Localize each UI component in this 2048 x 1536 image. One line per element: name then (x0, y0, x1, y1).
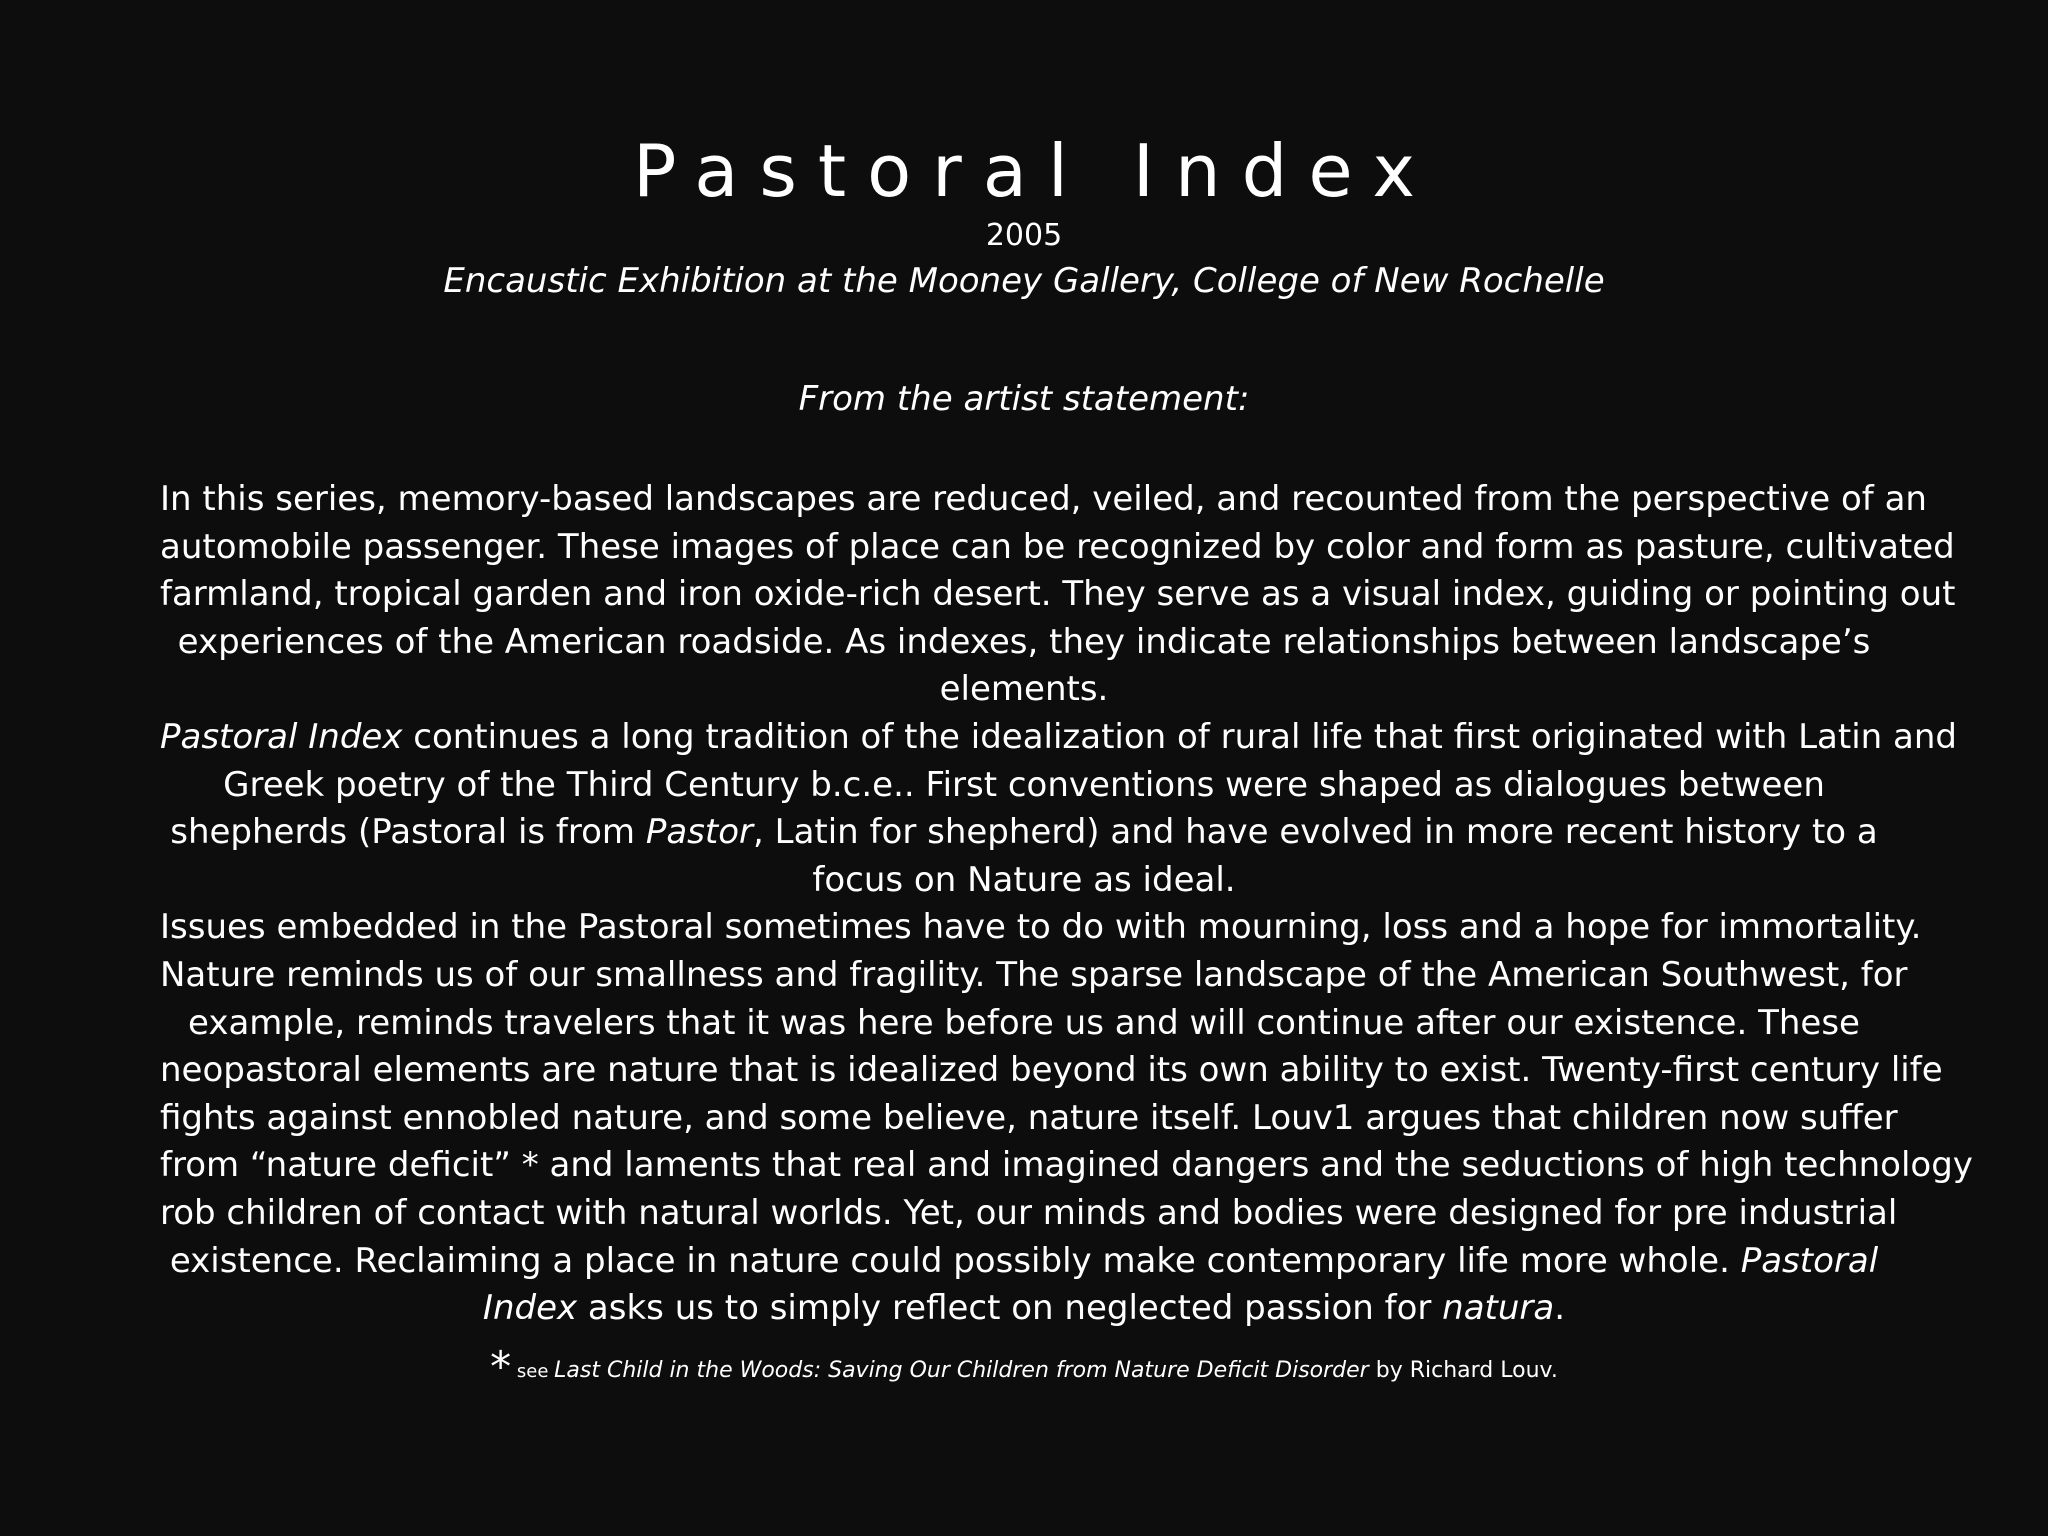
statement-line: experiences of the American roadside. As indexes, they indicate relationships between landscape’s (177, 621, 1871, 662)
statement-line: automobile passenger. These images of place can be recognized by color and form as pasture, cultivated (160, 526, 1955, 567)
page-title: Pastoral Index (633, 129, 1436, 213)
statement-line (160, 1285, 1888, 1333)
statement-line (160, 809, 1888, 857)
statement-line: fights against ennobled nature, and some believe, nature itself. Louv1 argues that children now suffer (160, 1097, 1898, 1138)
footnote-see: see (511, 1361, 555, 1382)
statement-line: focus on Nature as ideal. (812, 859, 1236, 900)
statement-text: continues a long tradition of the idealization of rural life that first originated with Latin and (402, 716, 1957, 757)
italic-term: natura (1442, 1288, 1555, 1329)
statement-text: asks us to simply reflect on neglected passion for (577, 1288, 1443, 1329)
statement-line: rob children of contact with natural worlds. Yet, our minds and bodies were designed for pre industrial (160, 1192, 1898, 1233)
statement-line: example, reminds travelers that it was here before us and will continue after our existence. These (188, 1002, 1860, 1043)
statement-line: Nature reminds us of our smallness and fragility. The sparse landscape of the American Southwest, for (160, 954, 1908, 995)
statement-line: Greek poetry of the Third Century b.c.e.. First conventions were shaped as dialogues between (223, 764, 1825, 805)
statement-line: In this series, memory-based landscapes are reduced, veiled, and recounted from the perspective of an (160, 479, 1927, 519)
italic-term: Pastor (645, 812, 754, 853)
statement-text: existence. Reclaiming a place in nature could possibly make contemporary life more whole. (169, 1240, 1741, 1281)
italic-work-title: Pastoral (1740, 1240, 1879, 1281)
statement-line: from “nature deficit” * and laments that real and imagined dangers and the seductions of high technology (160, 1145, 1973, 1186)
statement-line: farmland, tropical garden and iron oxide-rich desert. They serve as a visual index, guiding or pointing out (160, 574, 1956, 615)
statement-intro: From the artist statement: (798, 379, 1250, 419)
statement-line (160, 714, 1957, 762)
statement-line: elements. (939, 669, 1109, 710)
statement-line: Issues embedded in the Pastoral sometimes have to do with mourning, loss and a hope for immortality. (160, 907, 1922, 948)
footnote-asterisk: * (490, 1342, 512, 1391)
footnote-book-title: Last Child in the Woods: Saving Our Children from Nature Deficit Disorder (554, 1358, 1369, 1383)
statement-text: . (1554, 1288, 1566, 1329)
exhibition-year: 2005 (985, 218, 1063, 253)
italic-work-title: Pastoral Index (160, 716, 403, 757)
statement-line (160, 1238, 1888, 1286)
footnote-author: by Richard Louv. (1368, 1358, 1558, 1383)
exhibition-subtitle: Encaustic Exhibition at the Mooney Gallery, College of New Rochelle (443, 261, 1605, 301)
statement-text: , Latin for shepherd) and have evolved in more recent history to a (753, 812, 1878, 853)
statement-line: neopastoral elements are nature that is idealized beyond its own ability to exist. Twenty-first century life (160, 1050, 1943, 1091)
artist-statement (160, 476, 1973, 1333)
italic-work-title: Index (482, 1288, 578, 1329)
footnote (0, 1344, 2048, 1395)
statement-text: shepherds (Pastoral is from (170, 812, 646, 853)
